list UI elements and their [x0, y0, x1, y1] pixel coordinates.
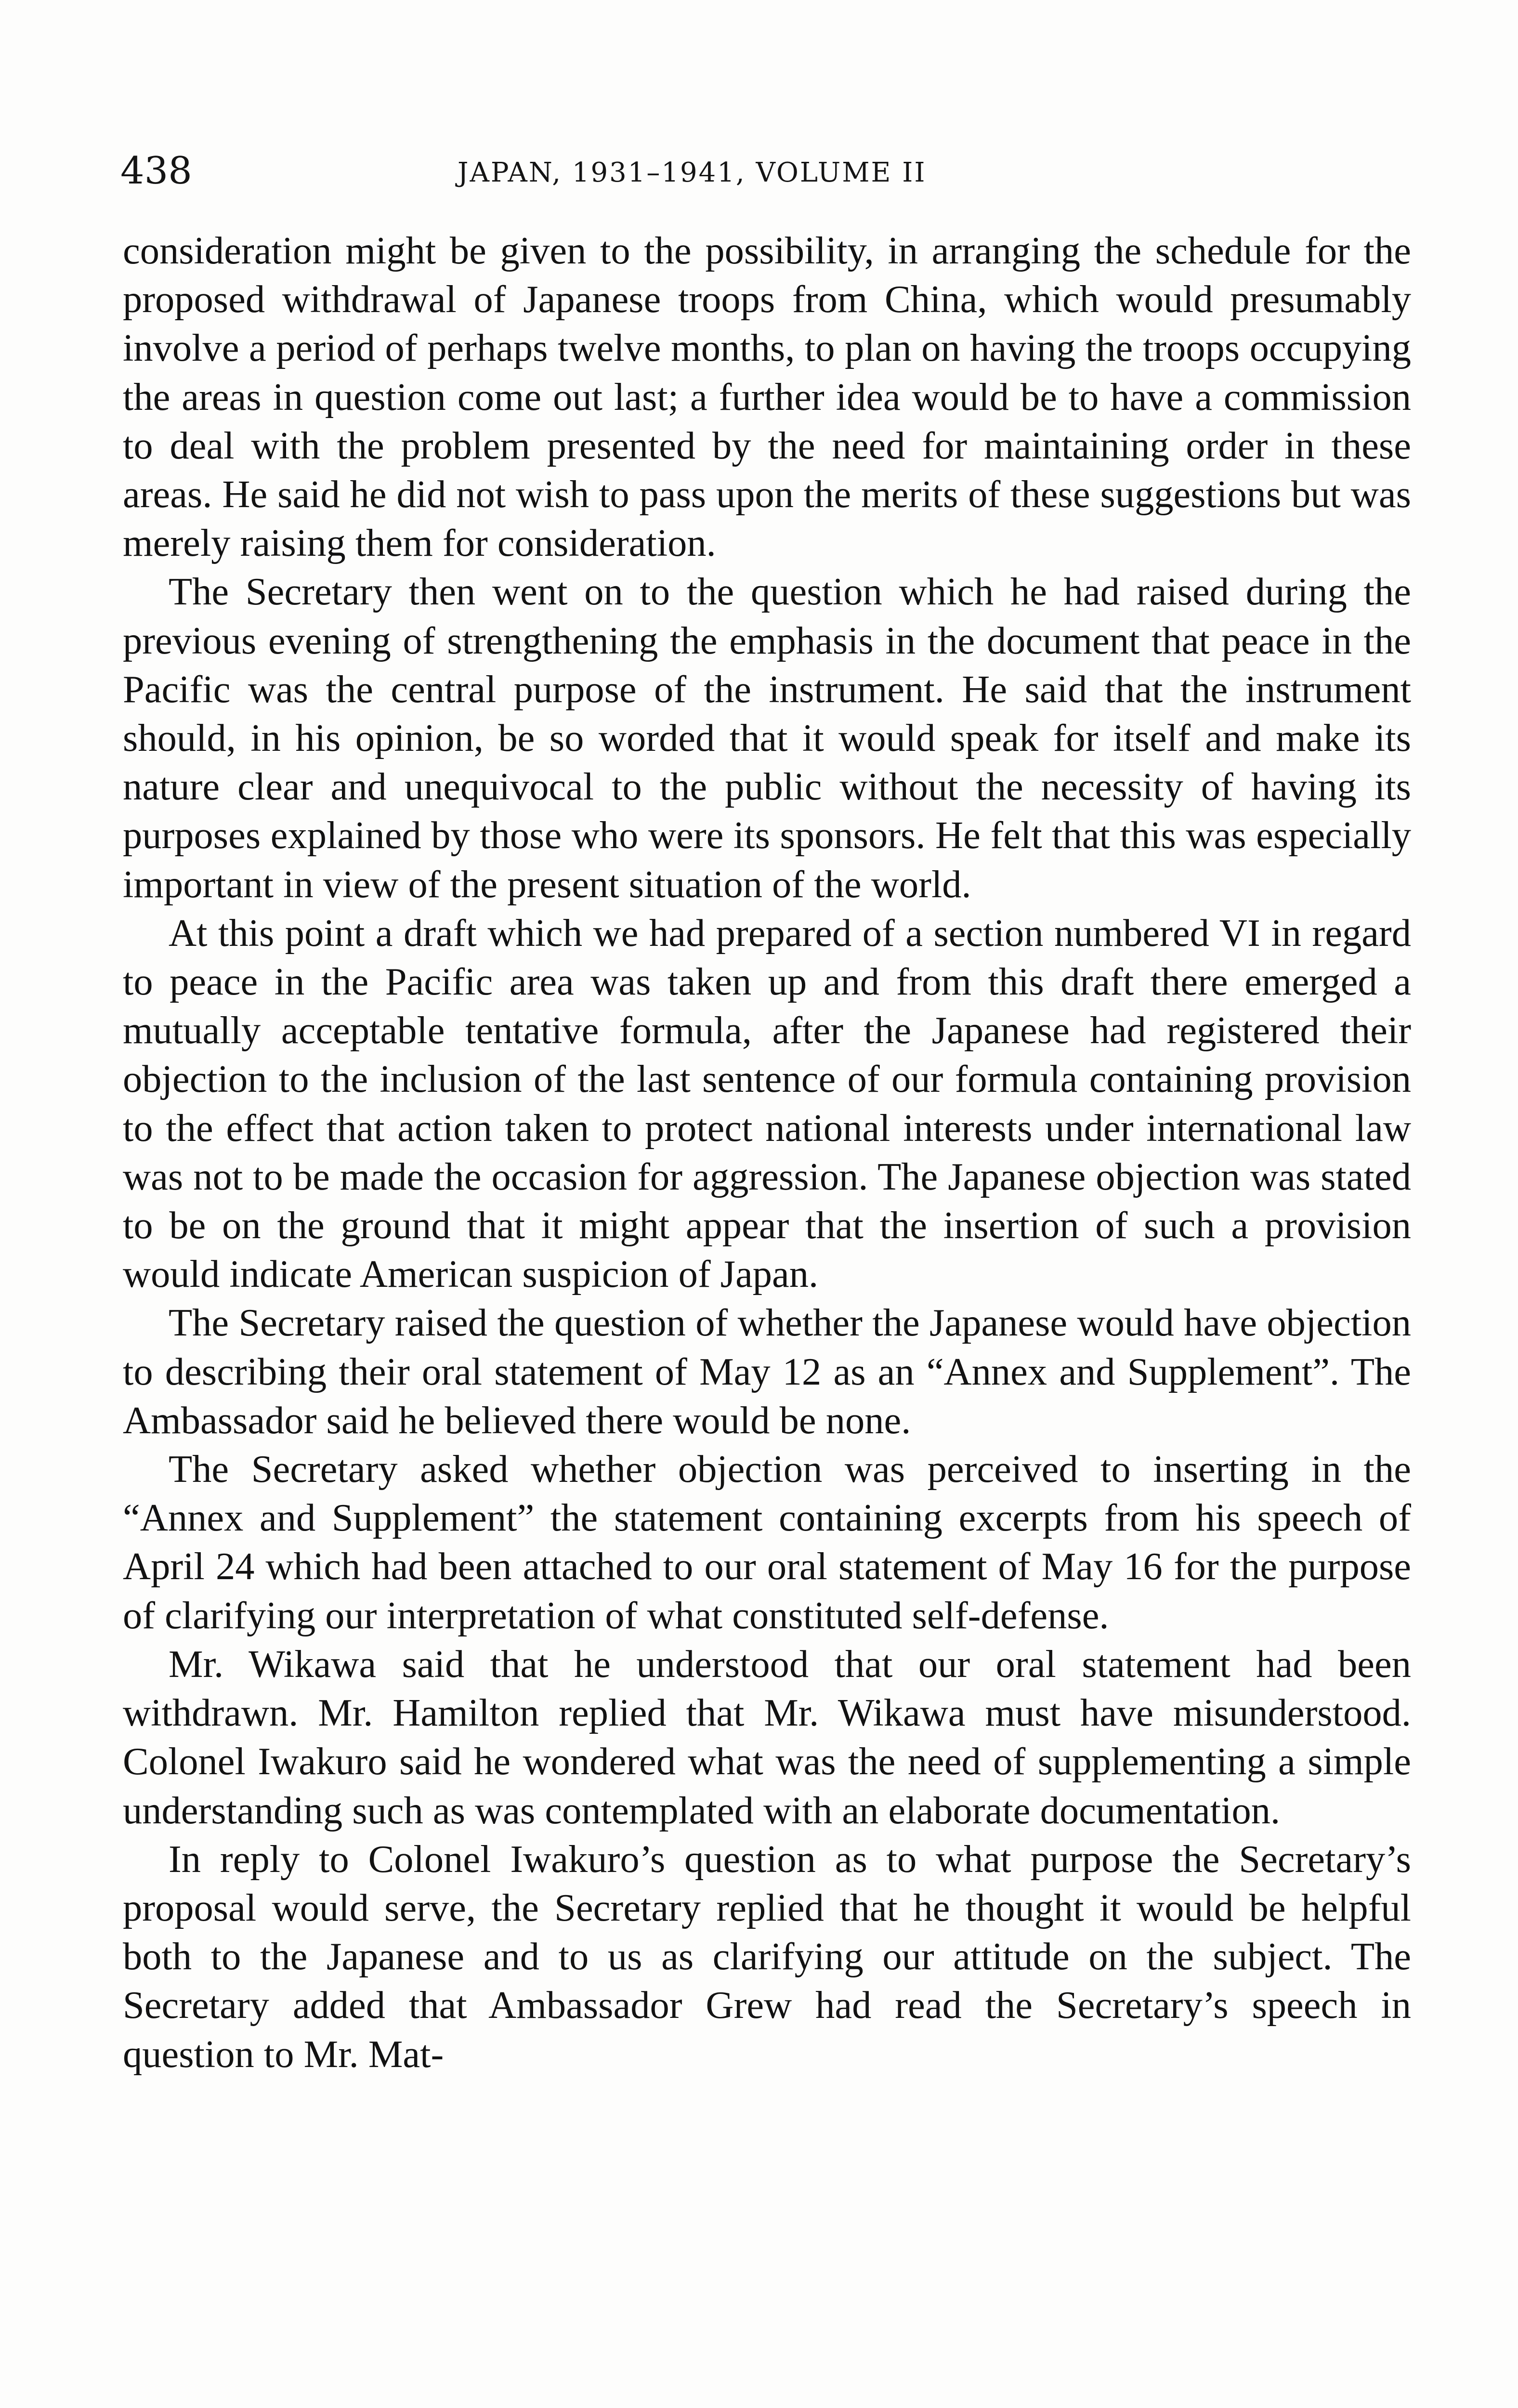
body-text: [123, 226, 1411, 2079]
paragraph: The Secretary asked whether objection was perceived to inserting in the “Annex and Supplement” the statement containing excerpts from his speech of April 24 which had been attached to our oral statement of May 16 for the purpose of clarifying our interpretation of what constituted self-defense.: [123, 1448, 1411, 1637]
paragraph: At this point a draft which we had prepared of a section numbered VI in regard to peace in the Pacific area was taken up and from this draft there emerged a mutually acceptable tentative formula, after the Japanese had registered their objection to the inclusion of the last sentence of our formula containing provision to the effect that action taken to protect national interests under international law was not to be made the occasion for aggression. The Japanese objection was stated to be on the ground that it might appear that the insertion of such a provision would indicate American suspicion of Japan.: [123, 911, 1411, 1296]
page-number: 438: [120, 149, 192, 193]
paragraph: In reply to Colonel Iwakuro’s question as to what purpose the Secretary’s proposal would serve, the Secretary replied that he thought it would be helpful both to the Japanese and to us as clarifying our attitude on the subject. The Secretary added that Ambassador Grew had read the Secretary’s speech in question to Mr. Mat-: [123, 1837, 1411, 2076]
running-head: [120, 144, 1411, 197]
paragraph: The Secretary raised the question of whether the Japanese would have objection to describing their oral statement of May 12 as an “Annex and Supplement”. The Ambassador said he believed there would be none.: [123, 1301, 1411, 1442]
paragraph: Mr. Wikawa said that he understood that our oral statement had been withdrawn. Mr. Hamilton replied that Mr. Wikawa must have misunderstood. Colonel Iwakuro said he wondered what was the need of supplementing a simple understanding such as was contemplated with an elaborate documentation.: [123, 1642, 1411, 1832]
running-title: JAPAN, 1931–1941, VOLUME II: [458, 157, 927, 188]
paragraph-continuation: consideration might be given to the possibility, in arranging the schedule for the proposed withdrawal of Japanese troops from China, which would presumably involve a period of perhaps twelve months, to plan on having the troops occupying the areas in question come out last; a further idea would be to have a commission to deal with the problem presented by the need for maintaining order in these areas. He said he did not wish to pass upon the merits of these suggestions but was merely raising them for consideration.: [123, 229, 1411, 565]
paragraph: The Secretary then went on to the question which he had raised during the previous evening of strengthening the emphasis in the document that peace in the Pacific was the central purpose of the instrument. He said that the instrument should, in his opinion, be so worded that it would speak for itself and make its nature clear and unequivocal to the public without the necessity of having its purposes explained by those who were its sponsors. He felt that this was especially important in view of the present situation of the world.: [123, 570, 1411, 906]
